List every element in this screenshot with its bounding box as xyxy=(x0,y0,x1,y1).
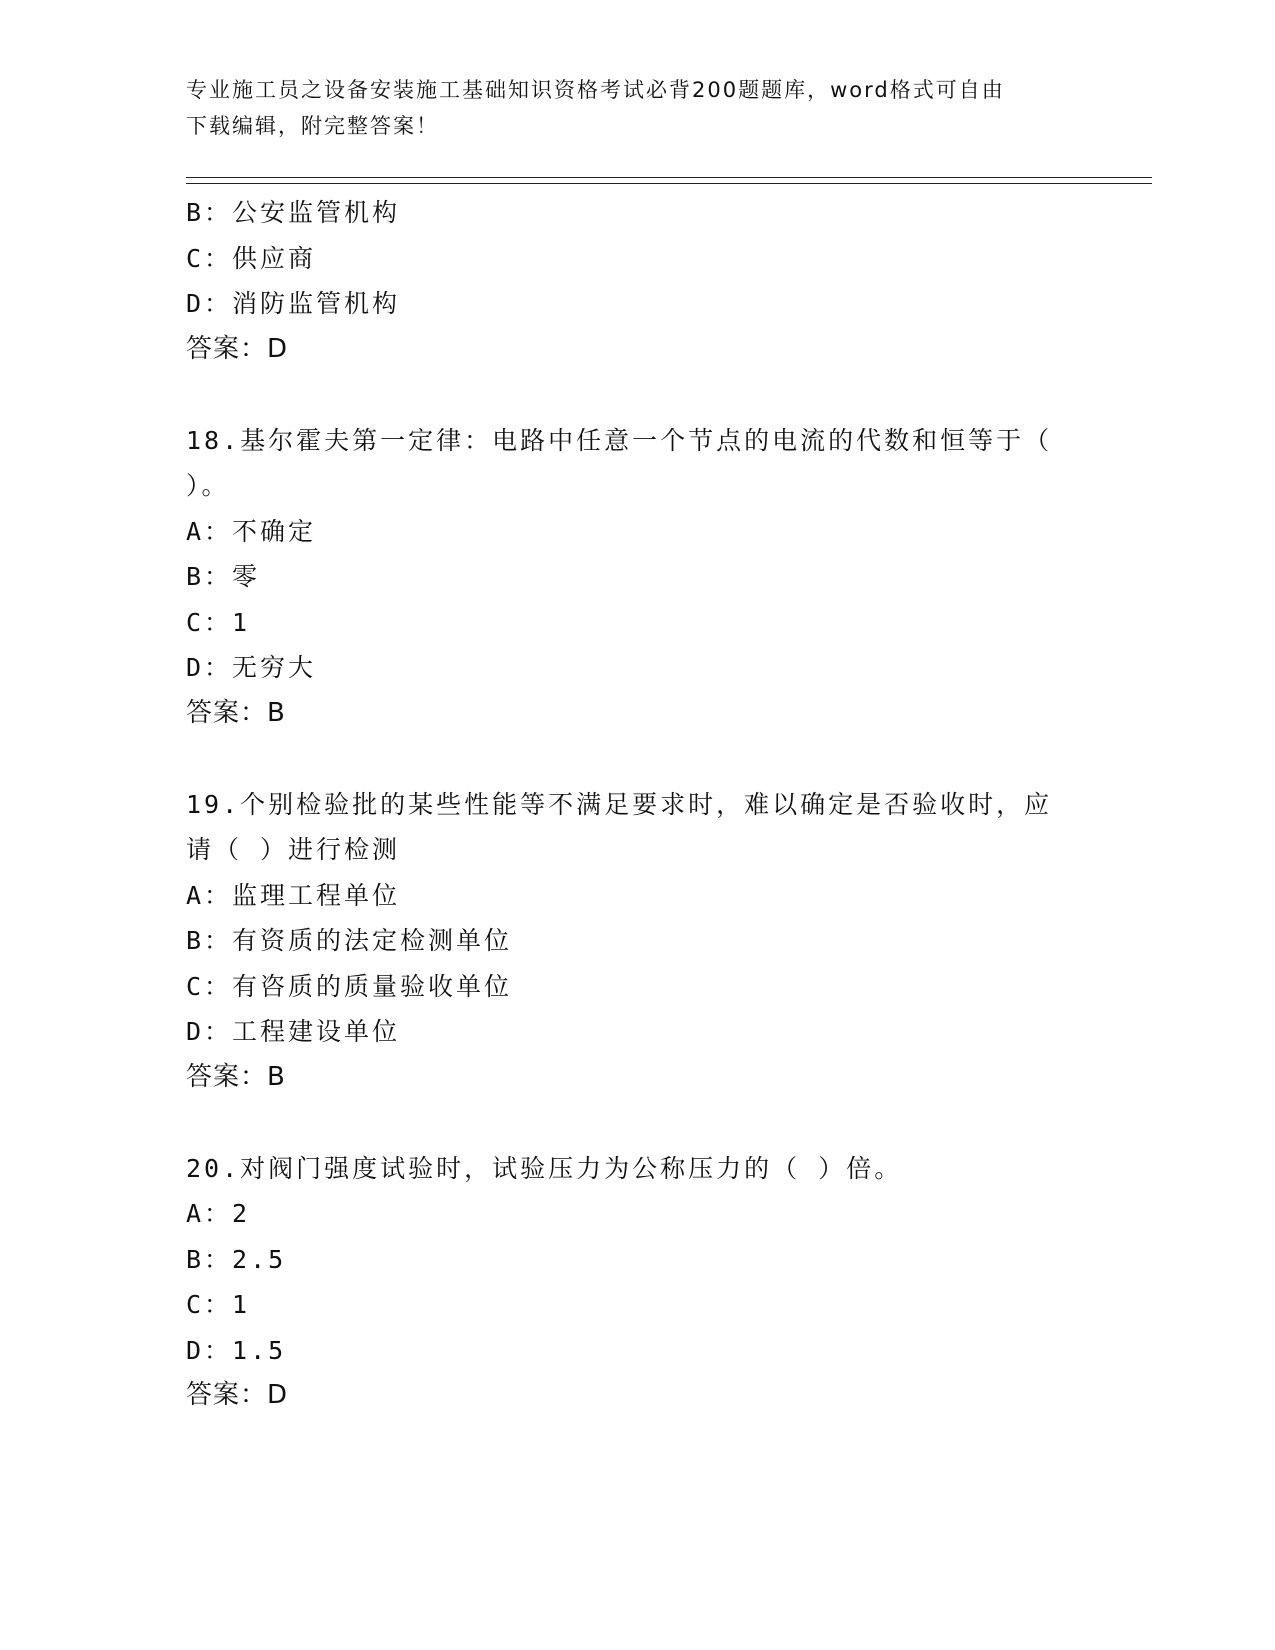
option-d: D：1.5 xyxy=(186,1335,287,1365)
question-17-continued xyxy=(186,190,1086,372)
question-stem-continued: ）。 xyxy=(186,471,230,500)
answer: 答案：B xyxy=(186,1061,286,1092)
question-stem: 20.对阀门强度试验时，试验压力为公称压力的（ ）倍。 xyxy=(186,1153,903,1183)
question-stem: 18.基尔霍夫第一定律：电路中任意一个节点的电流的代数和恒等于（ xyxy=(186,425,1053,455)
option-b: B：有资质的法定检测单位 xyxy=(186,926,513,955)
option-a: A：监理工程单位 xyxy=(186,880,401,910)
question-20 xyxy=(186,1146,1086,1419)
answer: 答案：D xyxy=(186,333,289,364)
answer: 答案：B xyxy=(186,697,286,728)
header-divider-top xyxy=(186,177,1152,178)
header-line-2: 下载编辑，附完整答案！ xyxy=(186,114,439,138)
option-d: D：无穷大 xyxy=(186,653,317,682)
option-b: B：公安监管机构 xyxy=(186,198,401,227)
document-header xyxy=(186,72,1066,144)
option-c: C：1 xyxy=(186,607,251,637)
question-18 xyxy=(186,418,1086,737)
question-stem: 19.个别检验批的某些性能等不满足要求时，难以确定是否验收时，应 xyxy=(186,789,1053,819)
answer: 答案：D xyxy=(186,1380,289,1410)
option-a: A：2 xyxy=(186,1199,251,1228)
option-b: B：2.5 xyxy=(186,1244,287,1274)
question-list xyxy=(186,190,1086,1419)
header-divider-bottom xyxy=(186,183,1152,184)
option-a: A：不确定 xyxy=(186,516,317,546)
option-d: D：消防监管机构 xyxy=(186,289,401,318)
header-line-1: 专业施工员之设备安装施工基础知识资格考试必背200题题库，word格式可自由 xyxy=(186,78,1005,102)
option-c: C：供应商 xyxy=(186,243,317,273)
option-b: B：零 xyxy=(186,562,261,591)
option-d: D：工程建设单位 xyxy=(186,1017,401,1046)
question-19 xyxy=(186,782,1086,1101)
option-c: C：有咨质的质量验收单位 xyxy=(186,971,513,1001)
question-stem-continued: 请（ ）进行检测 xyxy=(186,835,401,864)
option-c: C：1 xyxy=(186,1290,251,1319)
